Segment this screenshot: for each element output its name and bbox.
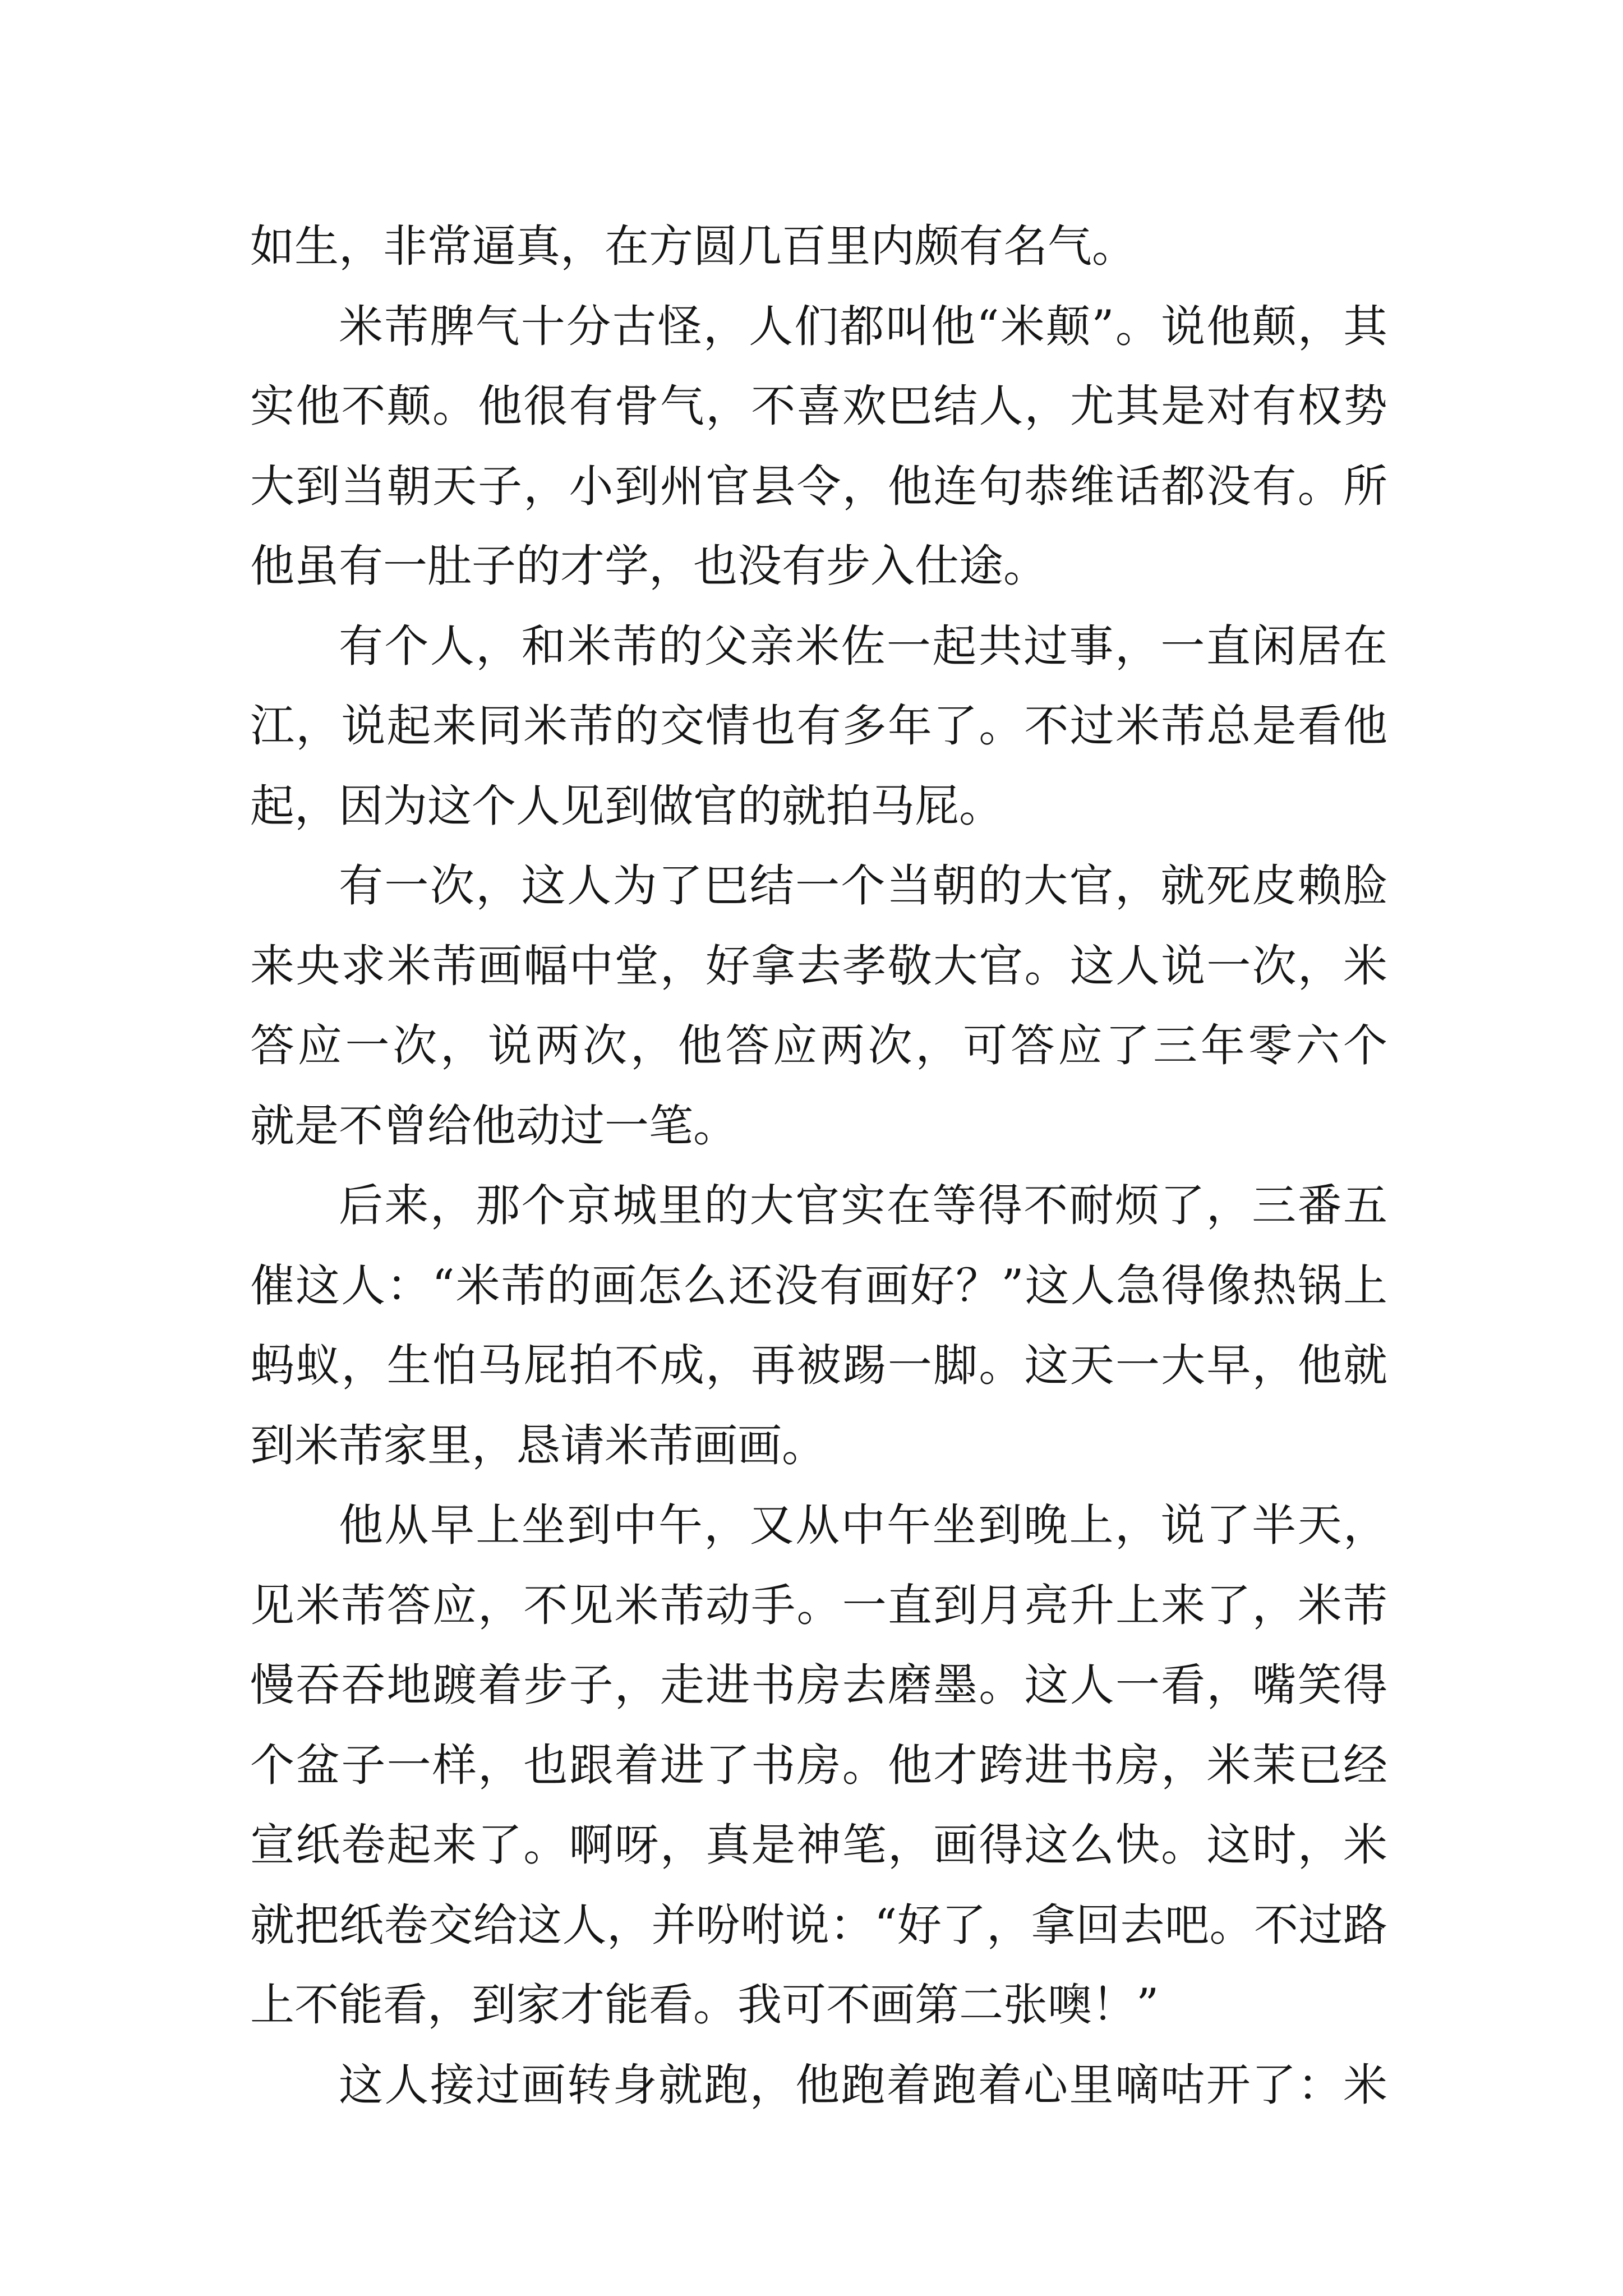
- text-line: 蚂蚁，生怕马屁拍不成，再被踢一脚。这天一大早，他就: [250, 1340, 1387, 1391]
- story-text: [250, 206, 1387, 2125]
- text-line: 江，说起来同米芾的交情也有多年了。不过米芾总是看他: [250, 700, 1387, 752]
- text-line: 大到当朝天子，小到州官县令，他连句恭维话都没有。所: [250, 460, 1387, 512]
- text-line: 宣纸卷起来了。啊呀，真是神笔，画得这么快。这时，米: [250, 1819, 1387, 1871]
- text-line: 就是不曾给他动过一笔。: [250, 1099, 737, 1152]
- text-line: 答应一次，说两次，他答应两次，可答应了三年零六个: [250, 1020, 1387, 1071]
- paragraph-2: [250, 287, 1387, 606]
- text-line: 他从早上坐到中午，又从中午坐到晚上，说了半天，: [339, 1499, 1387, 1551]
- text-line: 实他不颠。他很有骨气，不喜欢巴结人，尤其是对有权势: [250, 380, 1387, 432]
- text-line: 催这人：“米芾的画怎么还没有画好？”这人急得像热锅上: [250, 1259, 1387, 1312]
- text-line: 有一次，这人为了巴结一个当朝的大官，就死皮赖脸: [339, 860, 1387, 912]
- text-line: 到米芾家里，恳请米芾画画。: [250, 1419, 826, 1471]
- text-line: 来央求米芾画幅中堂，好拿去孝敬大官。这人说一次，米: [250, 940, 1387, 992]
- paragraph-5: [250, 1166, 1387, 1485]
- text-line: 如生，非常逼真，在方圆几百里内颇有名气。: [250, 220, 1136, 272]
- text-line: 他虽有一肚子的才学，也没有步入仕途。: [250, 540, 1048, 592]
- paragraph-6: [250, 1485, 1387, 2045]
- paragraph-7: [250, 2045, 1387, 2125]
- text-line: 上不能看，到家才能看。我可不画第二张噢！”: [250, 1979, 1159, 2031]
- paragraph-4: [250, 846, 1387, 1166]
- text-line: 个盆子一样，也跟着进了书房。他才跨进书房，米茉已经: [250, 1739, 1387, 1791]
- paragraph-1: [250, 206, 1387, 287]
- text-line: 起，因为这个人见到做官的就拍马屁。: [250, 780, 1003, 832]
- text-line: 有个人，和米芾的父亲米佐一起共过事，一直闲居在: [339, 620, 1387, 672]
- paragraph-3: [250, 606, 1387, 846]
- text-line: 这人接过画转身就跑，他跑着跑着心里嘀咕开了：米: [339, 2059, 1387, 2111]
- text-line: 米芾脾气十分古怪，人们都叫他“米颠”。说他颠，其: [339, 300, 1387, 352]
- text-line: 慢吞吞地踱着步子，走进书房去磨墨。这人一看，嘴笑得: [250, 1659, 1387, 1711]
- text-line: 后来，那个京城里的大官实在等得不耐烦了，三番五: [339, 1180, 1387, 1231]
- text-line: 见米芾答应，不见米芾动手。一直到月亮升上来了，米芾: [250, 1579, 1387, 1631]
- text-line: 就把纸卷交给这人，并吩咐说：“好了，拿回去吧。不过路: [250, 1899, 1387, 1951]
